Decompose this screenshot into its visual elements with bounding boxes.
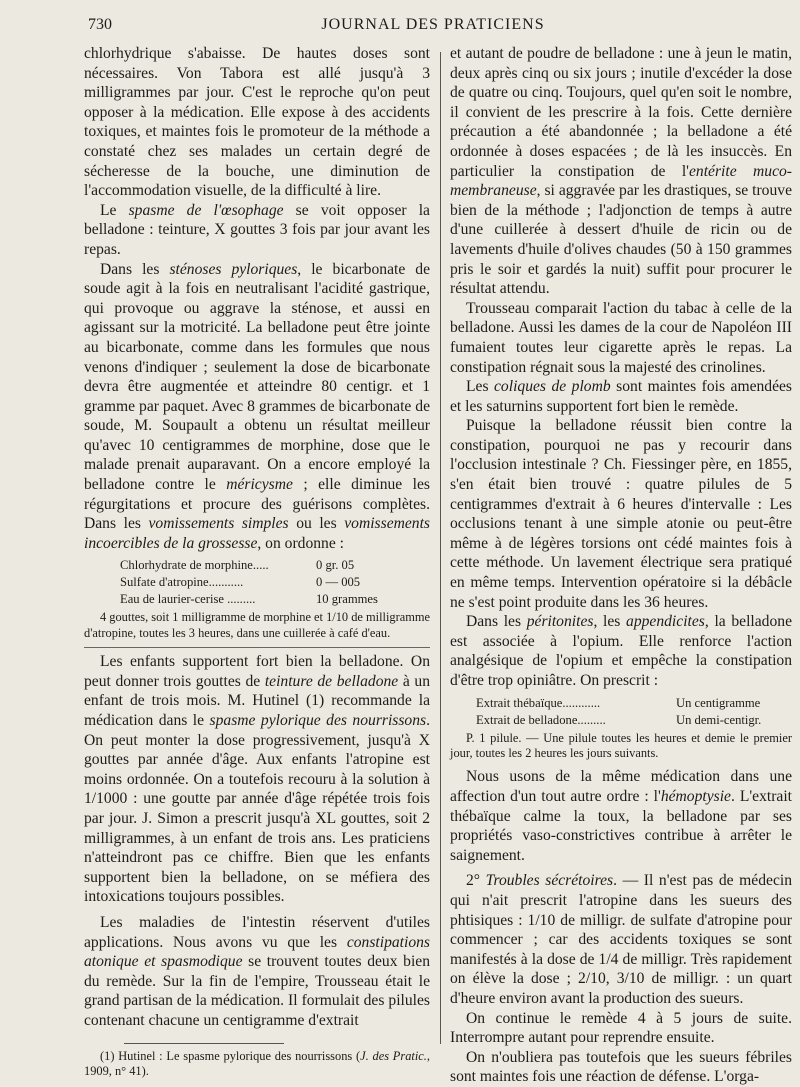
- formula-row: Sulfate d'atropine........... 0 — 005: [120, 575, 361, 590]
- right-column: [450, 44, 792, 1087]
- paragraph: On continue le remède 4 à 5 jours de suite. Interrompre autant pour reprendre ensuite.: [450, 1009, 792, 1047]
- journal-title: JOURNAL DES PRATICIENS: [321, 16, 545, 33]
- paragraph: Dans les sténoses pyloriques, le bicarbonate de soude agit à la fois en neutralisant l'acidité gastrique, qui provoque ou aggrave la sténose, et aussi en agissant sur la motricité. La belladone peut être jointe au bicarbonate, comme dans les formules que nous venons d'indiquer ; seulement la dose de bicarbonate devra être augmentée et atteindre 80 centigr. et 1 gramme par paquet. Avec 8 grammes de bicarbonate de soude, M. Soupault a obtenu un résultat meilleur qu'avec 10 centigrammes de morphine, dose que le malade prenait auparavant. On a encore employé la belladone contre le méricysme ; elle diminue les régurgitations et procure des guérisons complètes. Dans les vomissements simples ou les vomissements incoercibles de la grossesse, on ordonne :: [84, 260, 431, 552]
- footnote: (1) Hutinel : Le spasme pylorique des nourrissons (J. des Pratic., 1909, n° 41).: [84, 1048, 430, 1078]
- formula-row: Extrait de belladone......... Un demi-centigr.: [476, 712, 762, 727]
- paragraph: et autant de poudre de belladone : une à jeun le matin, deux après cinq ou six jours ; inutile d'excéder la dose de quatre ou cinq. Toujours, quel qu'en soit le nombre, il convient de les prescrire à la fois. Cette dernière précaution a été abandonnée ; la belladone a été ordonnée à doses espacées ; de là les insuccès. En particulier la constipation de l'entérite muco-membraneuse, si aggravée par les drastiques, se trouve bien de la méthode ; l'adjonction de temps à autre d'une cuillerée à dessert d'huile de ricin ou de lavements d'huile d'olives chaudes (50 à 150 grammes pris le soir et gardés la nuit) suffit pour procurer le résultat attendu.: [450, 45, 792, 298]
- paragraph: Nous usons de la même médication dans une affection d'un tout autre ordre : l'hémoptysie. L'extrait thébaïque calme la toux, la belladone par ses propriétés vaso-constrictives contribue à arrêter le saignement.: [450, 768, 792, 864]
- footnote-divider: [124, 1043, 284, 1044]
- formula-note: 4 gouttes, soit 1 milligramme de morphine et 1/10 de milligramme d'atropine, toutes les 3 heures, dans une cuillerée à café d'eau.: [84, 610, 431, 640]
- paragraph: Les maladies de l'intestin réservent d'utiles applications. Nous avons vu que les constipations atonique et spasmodique se trouvent toutes deux bien du remède. Sur la fin de l'empire, Trousseau était le grand partisan de la médication. Il formulait des pilules contenant chacune un centigramme d'extrait: [84, 913, 430, 1029]
- formula-row: Chlorhydrate de morphine..... 0 gr. 05: [120, 558, 355, 573]
- paragraph: Puisque la belladone réussit bien contre la constipation, pourquoi ne pas y recourir dans l'occlusion intestinale ? Ch. Fiessinger père, en 1855, s'en était bien trouvé : quatre pilules de 5 centigrammes d'extrait à 6 heures d'intervalle : Les occlusions tenant à une simple atonie ou peut-être même à de légères torsions ont cédé maintes fois à cette méthode. Un lavement électrique sera pratiqué en même temps. Intervention opératoire si la débâcle ne s'est point produite dans les 36 heures.: [450, 417, 792, 611]
- prescription-formula: [450, 695, 792, 729]
- paragraph: Le spasme de l'œsophage se voit opposer la belladone : teinture, X gouttes 3 fois par jour avant les repas.: [84, 201, 430, 258]
- section-divider: [84, 647, 430, 648]
- formula-row: Extrait thébaïque............ Un centigramme: [476, 695, 761, 710]
- paragraph: On n'oubliera pas toutefois que les sueurs fébriles sont maintes fois une réaction de défense. L'orga-: [450, 1048, 792, 1086]
- formula-note: P. 1 pilule. — Une pilule toutes les heures et demie le premier jour, toutes les 2 heures les jours suivants.: [450, 730, 792, 760]
- paragraph: Les coliques de plomb sont maintes fois amendées et les saturnins supportent fort bien le remède.: [450, 378, 792, 415]
- page-number: 730: [88, 16, 112, 33]
- left-column: [84, 44, 430, 1079]
- paragraph: Trousseau comparait l'action du tabac à celle de la belladone. Aussi les dames de la cour de Napoléon III fumaient toutes leur cigarette après le repas. La constipation régnait sous la majesté des crinolines.: [450, 299, 792, 376]
- paragraph: Les enfants supportent fort bien la belladone. On peut donner trois gouttes de teinture de belladone à un enfant de trois mois. M. Hutinel (1) recommande la médication dans le spasme pylorique des nourrissons. On peut monter la dose progressivement, jusqu'à X gouttes par année d'âge. Aux enfants l'atropine est moins ordonnée. On a toutefois recouru à la solution à 1/1000 : une goutte par année d'âge répétée trois fois par jour. J. Simon a prescrit jusqu'à XL gouttes, soit 2 milligrammes, à un enfant de trois ans. Les praticiens n'atteindront pas ce chiffre. Bien que les enfants supportent bien la belladone, on se méfiera des intoxications toujours possibles.: [84, 653, 430, 906]
- formula-row: Eau de laurier-cerise ......... 10 grammes: [120, 592, 378, 607]
- column-divider: [440, 52, 441, 1044]
- prescription-formula: [84, 557, 430, 608]
- paragraph: Dans les péritonites, les appendicites, la belladone est associée à l'opium. Elle renforce l'action analgésique de l'opium et empêche la constipation d'être trop opiniâtre. On prescrit :: [450, 613, 792, 689]
- paragraph: 2° Troubles sécrétoires. — Il n'est pas de médecin qui n'ait prescrit l'atropine dans les sueurs des phtisiques : 1/10 de milligr. de sulfate d'atropine pour commencer ; car des accidents toxiques se sont manifestés à la dose de 1/4 de milligr. Très rapidement on élève la dose ; 2/10, 3/10 de milligr. : un quart d'heure environ avant la production des sueurs.: [450, 872, 792, 1007]
- paragraph: chlorhydrique s'abaisse. De hautes doses sont nécessaires. Von Tabora est allé jusqu'à 3 milligrammes par jour. C'est le reproche qu'on peut opposer à la médication. Elle expose à des accidents toxiques, et maintes fois le promoteur de la méthode a constaté chez ses malades un certain degré de sécheresse de la bouche, une diminution de l'accommodation visuelle, de la difficulté à lire.: [84, 45, 430, 200]
- page-header: [78, 10, 788, 38]
